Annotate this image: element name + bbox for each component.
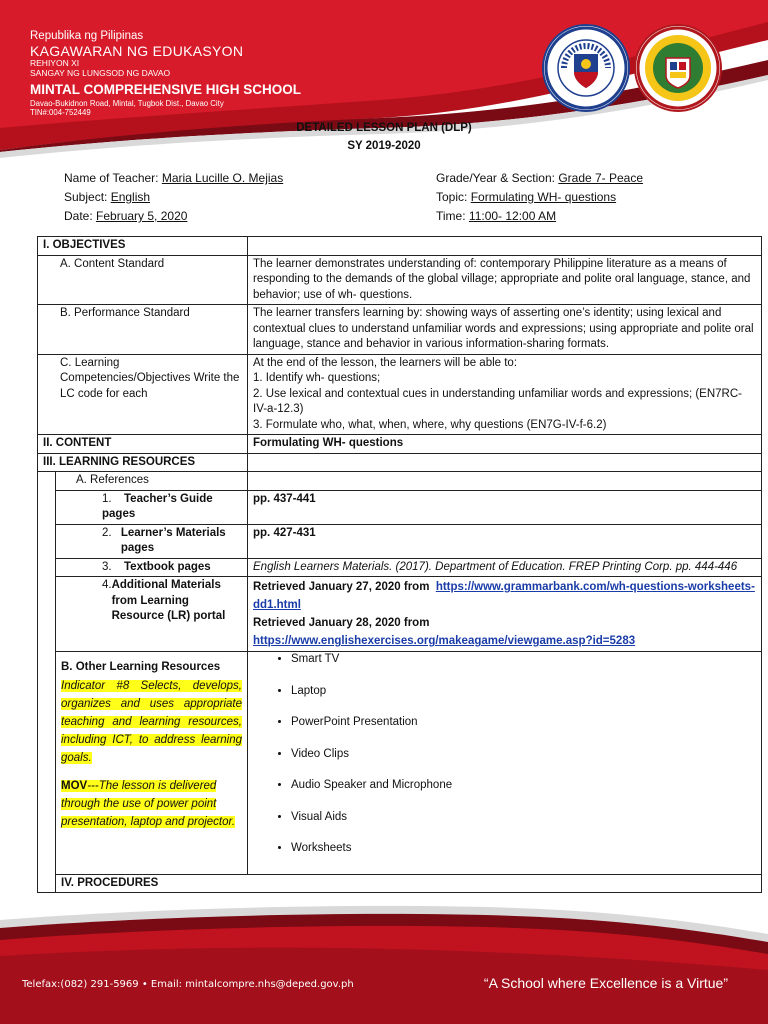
grade-value: Grade 7- Peace [558, 171, 644, 185]
table-row [38, 305, 762, 355]
teacher-info [64, 171, 283, 185]
englishexercises-link[interactable]: https://www.englishexercises.org/makeagame/viewgame.asp?id=5283 [253, 635, 636, 647]
retrieved-2: Retrieved January 28, 2020 from [253, 617, 430, 629]
table-row [38, 453, 762, 472]
deped-seal-logo [542, 24, 630, 112]
table-row [38, 435, 762, 454]
table-row [38, 472, 762, 491]
teacher-name: Maria Lucille O. Mejias [161, 171, 284, 185]
list-item: • Worksheets [291, 841, 756, 873]
table-row [38, 874, 762, 893]
footer-wave [0, 900, 768, 1024]
table-row [38, 524, 762, 558]
procedures-heading: IV. PROCEDURES [56, 874, 762, 893]
list-item: • Smart TV [291, 652, 756, 684]
mov-label: MOV [61, 779, 88, 792]
school-name: MINTAL COMPREHENSIVE HIGH SCHOOL [30, 81, 302, 97]
other-resources-cell [56, 652, 248, 875]
subject-value: English [110, 190, 151, 204]
performance-standard-label: B. Performance Standard [38, 305, 248, 355]
school-tin: TIN#:004-752449 [30, 108, 91, 118]
ref-item-value: pp. 427-431 [248, 524, 762, 558]
school-year: SY 2019-2020 [347, 140, 421, 152]
table-row [38, 255, 762, 305]
school-address: Davao-Bukidnon Road, Mintal, Tugbok Dist., Davao City [30, 99, 224, 109]
competency-item: 2. Use lexical and contextual cues in understanding unfamiliar words and expressions; (EN7RC-IV-a-12.3) [253, 387, 742, 415]
resources-heading: III. LEARNING RESOURCES [38, 453, 248, 472]
grade-label: Grade/Year & Section: [436, 171, 555, 185]
subject-info [64, 190, 150, 204]
region-text: REHIYON XI [30, 58, 80, 69]
additional-materials-cell [248, 577, 762, 652]
table-row [38, 558, 762, 577]
content-value: Formulating WH- questions [248, 435, 762, 454]
other-resources-label: B. Other Learning Resources [61, 661, 221, 673]
content-heading: II. CONTENT [38, 435, 248, 454]
table-row [38, 237, 762, 256]
ref-item-label: 2. Learner’s Materials pages [56, 524, 248, 558]
time-label: Time: [436, 209, 466, 223]
content-standard-text: The learner demonstrates understanding of: contemporary Philippine literature as a means of responding to the demands of the global village; appropriate and polite oral language, stance, and behavior; use of wh- questions. [248, 255, 762, 305]
list-item: • Visual Aids [291, 810, 756, 842]
table-row [38, 354, 762, 435]
department-text: KAGAWARAN NG EDUKASYON [30, 43, 244, 60]
list-item: • Video Clips [291, 747, 756, 779]
topic-label: Topic: [436, 190, 468, 204]
date-value: February 5, 2020 [96, 209, 188, 223]
footer-band [0, 900, 768, 1024]
division-text: SANGAY NG LUNGSOD NG DAVAO [30, 68, 171, 79]
time-info [436, 209, 556, 223]
other-resources-list-cell [248, 652, 762, 875]
competency-item: 3. Formulate who, what, when, where, why questions (EN7G-IV-f-6.2) [253, 418, 607, 431]
topic-info [436, 190, 616, 204]
time-value: 11:00- 12:00 AM [468, 209, 557, 223]
subject-label: Subject: [64, 190, 108, 204]
school-seal-logo [634, 24, 722, 112]
teacher-label: Name of Teacher: [64, 171, 159, 185]
list-item: • Laptop [291, 684, 756, 716]
table-row [38, 577, 762, 652]
competencies-label: C. Learning Competencies/Objectives Write the LC code for each [38, 354, 248, 435]
ref-item-value: pp. 437-441 [248, 490, 762, 524]
other-resources-list [253, 652, 756, 873]
content-standard-label: A. Content Standard [38, 255, 248, 305]
list-item: • Audio Speaker and Microphone [291, 778, 756, 810]
ref-item-value: English Learners Materials. (2017). Department of Education. FREP Printing Corp. pp. 444-446 [248, 558, 762, 577]
grammarbank-link[interactable]: https://www.grammarbank.com/wh-questions-worksheets-dd1.html [253, 581, 755, 611]
mov-text: ---The lesson is delivered through the use of power point presentation, laptop and projector. [61, 779, 236, 828]
document-title: DETAILED LESSON PLAN (DLP) [296, 122, 472, 134]
objectives-heading: I. OBJECTIVES [38, 237, 248, 256]
competency-intro: At the end of the lesson, the learners will be able to: [253, 356, 518, 369]
references-label: A. References [56, 472, 248, 491]
table-row [38, 652, 762, 875]
date-label: Date: [64, 209, 93, 223]
topic-value: Formulating WH- questions [470, 190, 617, 204]
competencies-cell [248, 354, 762, 435]
contact-info: Telefax:(082) 291-5969 • Email: mintalcompre.nhs@deped.gov.ph [22, 979, 354, 990]
performance-standard-text: The learner transfers learning by: showing ways of asserting one’s identity; using lexical and contextual clues to understand unfamiliar words and expressions; using appropriate and polite oral language, stance and behavior in various information-sharing formats. [248, 305, 762, 355]
grade-info [436, 171, 643, 185]
retrieved-1: Retrieved January 27, 2020 from [253, 581, 430, 593]
indicator-highlight: Indicator #8 Selects, develops, organizes and uses appropriate teaching and learning resources, including ICT, to address learning goals. [61, 679, 242, 764]
additional-materials-label: 4. Additional Materials from Learning Resource (LR) portal [56, 577, 248, 652]
ref-item-label: 1. Teacher’s Guide pages [56, 490, 248, 524]
list-item: • PowerPoint Presentation [291, 715, 756, 747]
lesson-plan-table [37, 236, 762, 893]
date-info [64, 209, 187, 223]
table-row [38, 490, 762, 524]
school-motto: “A School where Excellence is a Virtue” [483, 975, 728, 991]
competency-item: 1. Identify wh- questions; [253, 372, 381, 384]
ref-item-label: 3. Textbook pages [56, 558, 248, 577]
republic-text: Republika ng Pilipinas [30, 30, 144, 42]
